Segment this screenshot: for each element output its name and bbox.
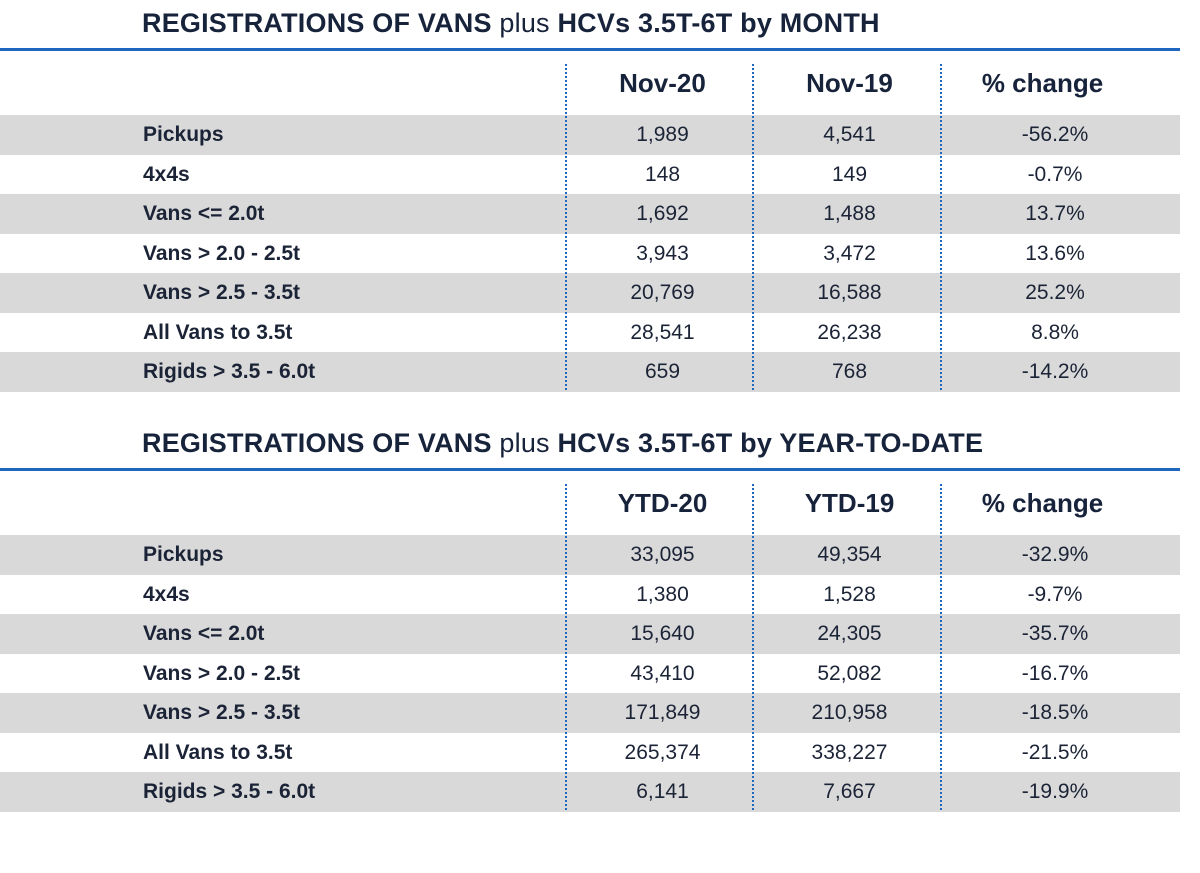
cell-value: 26,238 bbox=[817, 320, 882, 344]
cell-value: 265,374 bbox=[624, 740, 701, 764]
row-label: Vans > 2.0 - 2.5t bbox=[143, 661, 301, 685]
cell-change: -9.7% bbox=[1027, 582, 1083, 606]
row-label: Vans <= 2.0t bbox=[143, 622, 265, 645]
table-row bbox=[0, 313, 1180, 353]
cell-change: 13.7% bbox=[1025, 202, 1085, 225]
column-header: % change bbox=[981, 68, 1104, 98]
cell-value: 768 bbox=[831, 360, 868, 383]
row-label: Vans > 2.5 - 3.5t bbox=[143, 701, 301, 724]
column-header: YTD-20 bbox=[617, 488, 708, 518]
title-rule bbox=[0, 468, 1180, 471]
cell-value: 148 bbox=[644, 162, 681, 186]
cell-value: 7,667 bbox=[823, 780, 876, 803]
title-rule bbox=[0, 48, 1180, 51]
row-label: Vans > 2.5 - 3.5t bbox=[143, 281, 301, 304]
cell-value: 659 bbox=[644, 360, 681, 383]
cell-value: 1,692 bbox=[636, 202, 689, 225]
row-label: All Vans to 3.5t bbox=[143, 740, 293, 764]
column-divider bbox=[565, 64, 567, 390]
cell-value: 1,989 bbox=[636, 123, 689, 146]
cell-change: -35.7% bbox=[1021, 622, 1089, 645]
table-row bbox=[0, 772, 1180, 812]
table-row bbox=[0, 115, 1180, 155]
table-row bbox=[0, 273, 1180, 313]
cell-value: 149 bbox=[831, 162, 868, 186]
cell-value: 171,849 bbox=[624, 701, 701, 724]
section-title: REGISTRATIONS OF VANS plus HCVs 3.5T-6T by MONTH bbox=[142, 8, 880, 38]
cell-value: 28,541 bbox=[630, 320, 695, 344]
row-label: All Vans to 3.5t bbox=[143, 320, 293, 344]
column-divider bbox=[940, 64, 942, 390]
column-divider bbox=[752, 64, 754, 390]
table-header bbox=[0, 60, 1180, 106]
table-row bbox=[0, 535, 1180, 575]
cell-value: 338,227 bbox=[811, 740, 888, 764]
cell-value: 16,588 bbox=[817, 281, 882, 304]
cell-change: -56.2% bbox=[1021, 123, 1089, 146]
column-header: Nov-19 bbox=[806, 68, 893, 98]
cell-value: 6,141 bbox=[636, 780, 689, 803]
cell-value: 52,082 bbox=[817, 661, 882, 685]
cell-value: 24,305 bbox=[817, 622, 882, 645]
cell-change: -21.5% bbox=[1021, 740, 1089, 764]
table-row bbox=[0, 654, 1180, 694]
cell-value: 210,958 bbox=[811, 701, 888, 724]
cell-value: 1,488 bbox=[823, 202, 876, 225]
row-label: 4x4s bbox=[143, 582, 190, 606]
table-row bbox=[0, 155, 1180, 195]
section-title: REGISTRATIONS OF VANS plus HCVs 3.5T-6T by YEAR-TO-DATE bbox=[142, 428, 984, 458]
row-label: Pickups bbox=[143, 123, 224, 146]
row-label: Rigids > 3.5 - 6.0t bbox=[143, 360, 316, 383]
cell-change: 25.2% bbox=[1025, 281, 1085, 304]
column-divider bbox=[565, 484, 567, 810]
cell-value: 20,769 bbox=[630, 281, 695, 304]
row-label: Vans <= 2.0t bbox=[143, 202, 265, 225]
cell-value: 1,380 bbox=[636, 582, 689, 606]
table-row bbox=[0, 614, 1180, 654]
row-label: Pickups bbox=[143, 543, 224, 566]
row-label: 4x4s bbox=[143, 162, 190, 186]
row-label: Vans > 2.0 - 2.5t bbox=[143, 241, 301, 265]
table-header bbox=[0, 480, 1180, 526]
table-body bbox=[0, 535, 1180, 812]
table-row bbox=[0, 352, 1180, 392]
column-divider bbox=[940, 484, 942, 810]
cell-change: -18.5% bbox=[1021, 701, 1089, 724]
table-row bbox=[0, 575, 1180, 615]
cell-value: 3,472 bbox=[823, 241, 876, 265]
column-header: Nov-20 bbox=[619, 68, 706, 98]
table-row bbox=[0, 693, 1180, 733]
cell-value: 3,943 bbox=[636, 241, 689, 265]
table-row bbox=[0, 733, 1180, 773]
cell-change: -16.7% bbox=[1021, 661, 1089, 685]
table-row bbox=[0, 194, 1180, 234]
column-header: % change bbox=[981, 488, 1104, 518]
column-divider bbox=[752, 484, 754, 810]
table-row bbox=[0, 234, 1180, 274]
column-header: YTD-19 bbox=[804, 488, 895, 518]
cell-value: 43,410 bbox=[630, 661, 695, 685]
row-label: Rigids > 3.5 - 6.0t bbox=[143, 780, 316, 803]
cell-change: -32.9% bbox=[1021, 543, 1089, 566]
cell-change: 13.6% bbox=[1025, 241, 1085, 265]
cell-change: 8.8% bbox=[1031, 320, 1079, 344]
cell-value: 15,640 bbox=[630, 622, 695, 645]
table-body bbox=[0, 115, 1180, 392]
cell-value: 33,095 bbox=[630, 543, 695, 566]
cell-value: 4,541 bbox=[823, 123, 876, 146]
cell-change: -0.7% bbox=[1027, 162, 1083, 186]
cell-change: -14.2% bbox=[1021, 360, 1089, 383]
cell-value: 49,354 bbox=[817, 543, 882, 566]
cell-value: 1,528 bbox=[823, 582, 876, 606]
cell-change: -19.9% bbox=[1021, 780, 1089, 803]
